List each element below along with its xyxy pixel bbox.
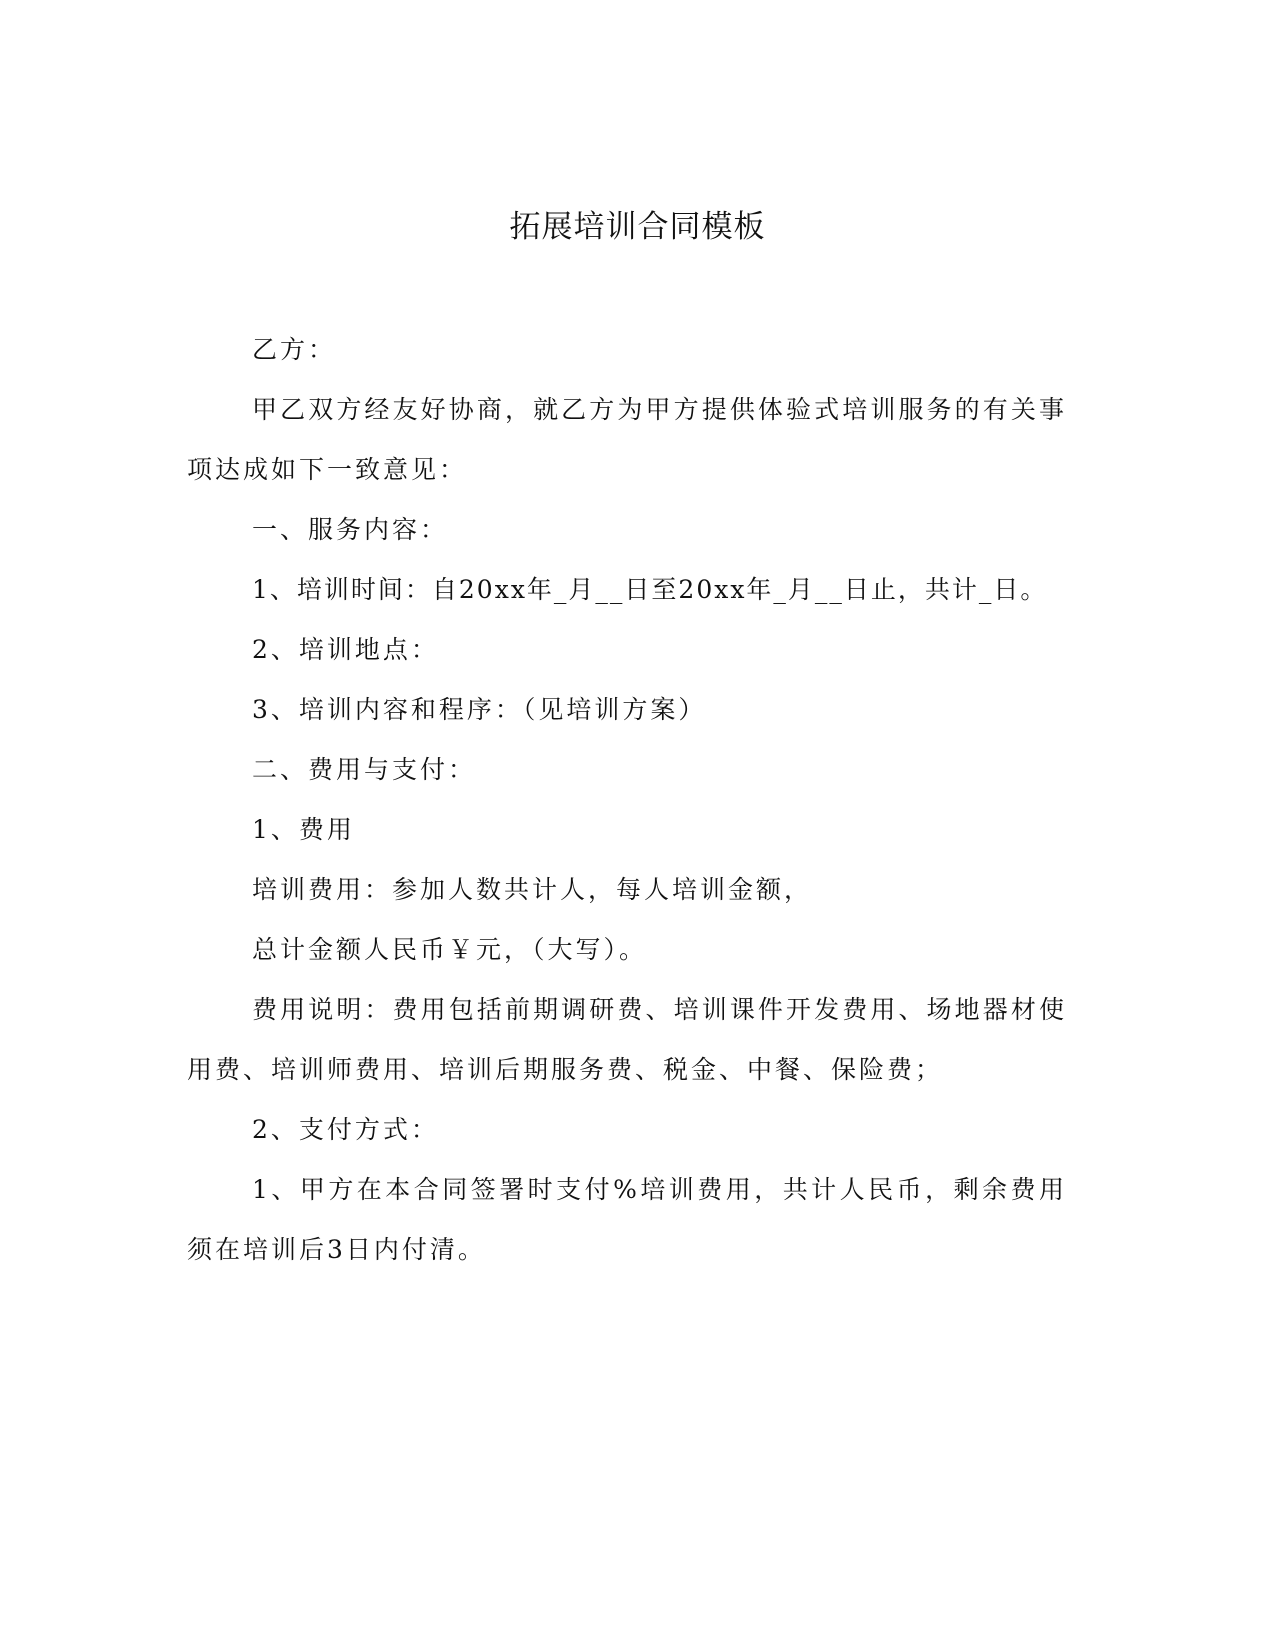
intro-paragraph: 甲乙双方经友好协商，就乙方为甲方提供体验式培训服务的有关事项达成如下一致意见： bbox=[187, 395, 1067, 484]
fee-description-paragraph: 费用说明：费用包括前期调研费、培训课件开发费用、场地器材使用费、培训师费用、培训后期服务费、税金、中餐、保险费； bbox=[187, 995, 1067, 1084]
document-body bbox=[187, 320, 1067, 1280]
training-content-clause: 3、培训内容和程序：（见培训方案） bbox=[252, 695, 707, 724]
fees-subheading: 1、费用 bbox=[252, 815, 355, 844]
training-time-clause: 1、培训时间：自20xx年_月__日至20xx年_月__日止，共计_日。 bbox=[252, 575, 1048, 604]
party-b-line: 乙方： bbox=[252, 335, 337, 364]
payment-clause: 1、甲方在本合同签署时支付%培训费用，共计人民币，剩余费用须在培训后3日内付清。 bbox=[187, 1175, 1067, 1264]
payment-method-subheading: 2、支付方式： bbox=[252, 1115, 439, 1144]
training-fee-line: 培训费用：参加人数共计人，每人培训金额， bbox=[252, 875, 813, 904]
training-location-clause: 2、培训地点： bbox=[252, 635, 439, 664]
section-heading-service: 一、服务内容： bbox=[252, 515, 449, 544]
total-amount-line: 总计金额人民币￥元，（大写）。 bbox=[252, 935, 648, 964]
section-heading-fees: 二、费用与支付： bbox=[252, 755, 477, 784]
document-title: 拓展培训合同模板 bbox=[509, 209, 766, 245]
